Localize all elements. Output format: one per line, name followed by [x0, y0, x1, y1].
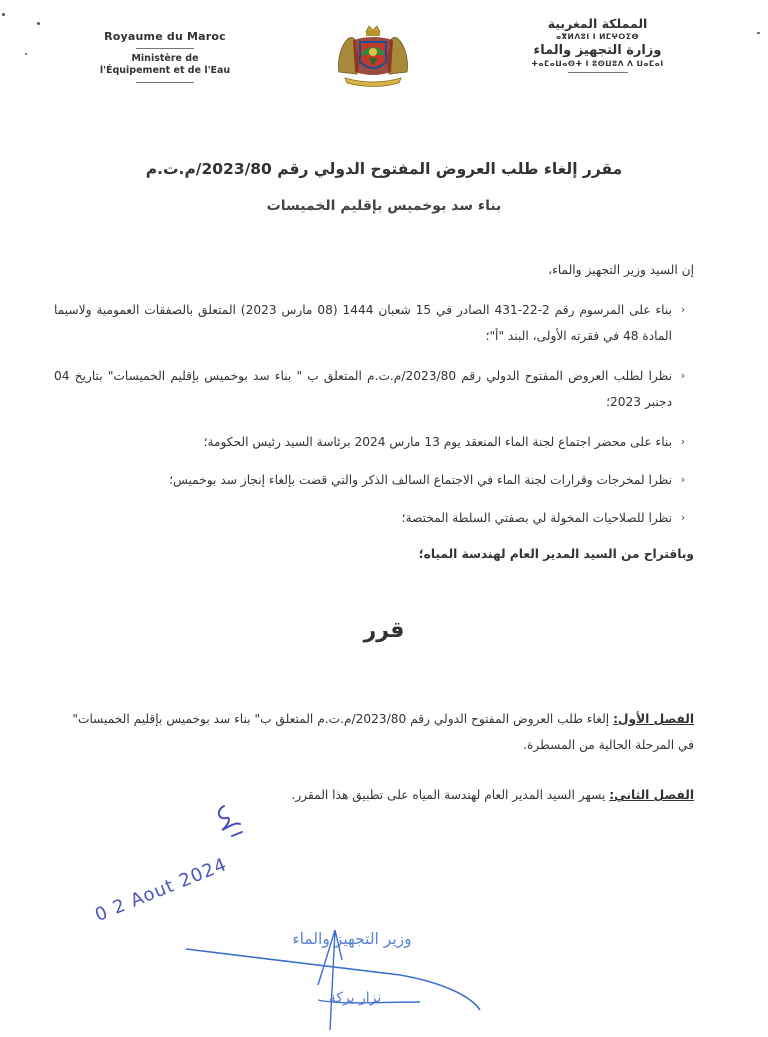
list-item — [54, 297, 694, 349]
consideration-text: نظرا لمخرجات وقرارات لجنة الماء في الاجتماع السالف الذكر والتي قضت بإلغاء إنجاز سد بوخميس؛ — [169, 473, 672, 487]
ministry-name-tifinagh: ⵜⴰⵎⴰⵡⴰⵙⵜ ⵏ ⵓⵙⵡⵓⴷ ⴷ ⵡⴰⵎⴰⵏ — [531, 59, 664, 68]
consideration-text: نظرا لطلب العروض المفتوح الدولي رقم 2023/80/م.ت.م المتعلق ب " بناء سد بوخميس بإقليم الخميسات" بتاريخ 04 دجنبر 2023؛ — [54, 369, 672, 409]
consideration-text: بناء على المرسوم رقم 2-22-431 الصادر في 15 شعبان 1444 (08 مارس 2023) المتعلق بالصفقات العمومية ولاسيما المادة 48 في فقرته الأولى، البند "أ"؛ — [54, 303, 672, 343]
article-label: الفصل الأول: — [613, 712, 694, 726]
document-subtitle: بناء سد بوخميس بإقليم الخميسات — [266, 198, 502, 214]
chevron-right-icon: ‹ — [680, 511, 686, 524]
coat-of-arms-icon — [333, 22, 413, 88]
list-item — [54, 363, 694, 415]
ministry-name-ar: وزارة التجهيز والماء — [533, 43, 662, 58]
header-divider — [568, 72, 628, 73]
country-name-tifinagh: ⴰⴳⵍⴷⵓⵏ ⵏ ⵍⵎⵖⵔⵉⴱ — [555, 32, 640, 41]
signatory-title: وزير التجهيز والماء — [292, 930, 412, 948]
scan-speck — [37, 22, 40, 25]
preamble-opening: إن السيد وزير التجهيز والماء، — [548, 263, 694, 277]
considerations-list — [54, 297, 694, 567]
article-text: إلغاء طلب العروض المفتوح الدولي رقم 2023/80/م.ت.م المتعلق ب" بناء سد بوخميس بإقليم الخميسات" في المرحلة الحالية من المسطرة. — [72, 712, 694, 752]
signatory-name: نزار بركة — [328, 990, 382, 1006]
scan-speck — [757, 32, 760, 34]
list-item — [54, 505, 694, 531]
chevron-right-icon: ‹ — [680, 369, 686, 382]
article-1 — [54, 706, 694, 758]
chevron-right-icon: ‹ — [680, 473, 686, 486]
date-stamp: 0 2 Aout 2024 — [92, 853, 231, 926]
header-french — [70, 30, 260, 87]
chevron-right-icon: ‹ — [680, 435, 686, 448]
header-divider — [136, 48, 194, 49]
country-name-ar: المملكة المغربية — [547, 16, 648, 31]
article-text: يسهر السيد المدير العام لهندسة المياه على تطبيق هذا المقرر. — [291, 788, 610, 802]
ministry-name-fr-line1: Ministère de — [131, 53, 199, 64]
article-2 — [54, 782, 694, 808]
consideration-text: بناء على محضر اجتماع لجنة الماء المنعقد يوم 13 مارس 2024 برئاسة السيد رئيس الحكومة؛ — [203, 435, 672, 449]
chevron-right-icon: ‹ — [680, 303, 686, 316]
header-divider — [136, 82, 194, 83]
document-title: مقرر إلغاء طلب العروض المفتوح الدولي رقم 2023/80/م.ت.م — [145, 160, 623, 178]
ministry-name-fr-line2: l'Équipement et de l'Eau — [99, 65, 231, 76]
proposal-text: وباقتراح من السيد المدير العام لهندسة المياه؛ — [418, 547, 694, 561]
scan-speck — [2, 13, 5, 16]
list-item — [54, 429, 694, 455]
list-item — [54, 467, 694, 493]
decision-heading: قرر — [363, 618, 405, 643]
scan-speck — [25, 53, 27, 55]
consideration-text: نظرا للصلاحيات المخولة لي بصفتي السلطة المختصة؛ — [401, 511, 672, 525]
initials-mark — [219, 806, 242, 836]
header-arabic — [505, 16, 690, 73]
country-name-fr: Royaume du Maroc — [104, 30, 226, 43]
article-label: الفصل الثاني: — [609, 788, 694, 802]
